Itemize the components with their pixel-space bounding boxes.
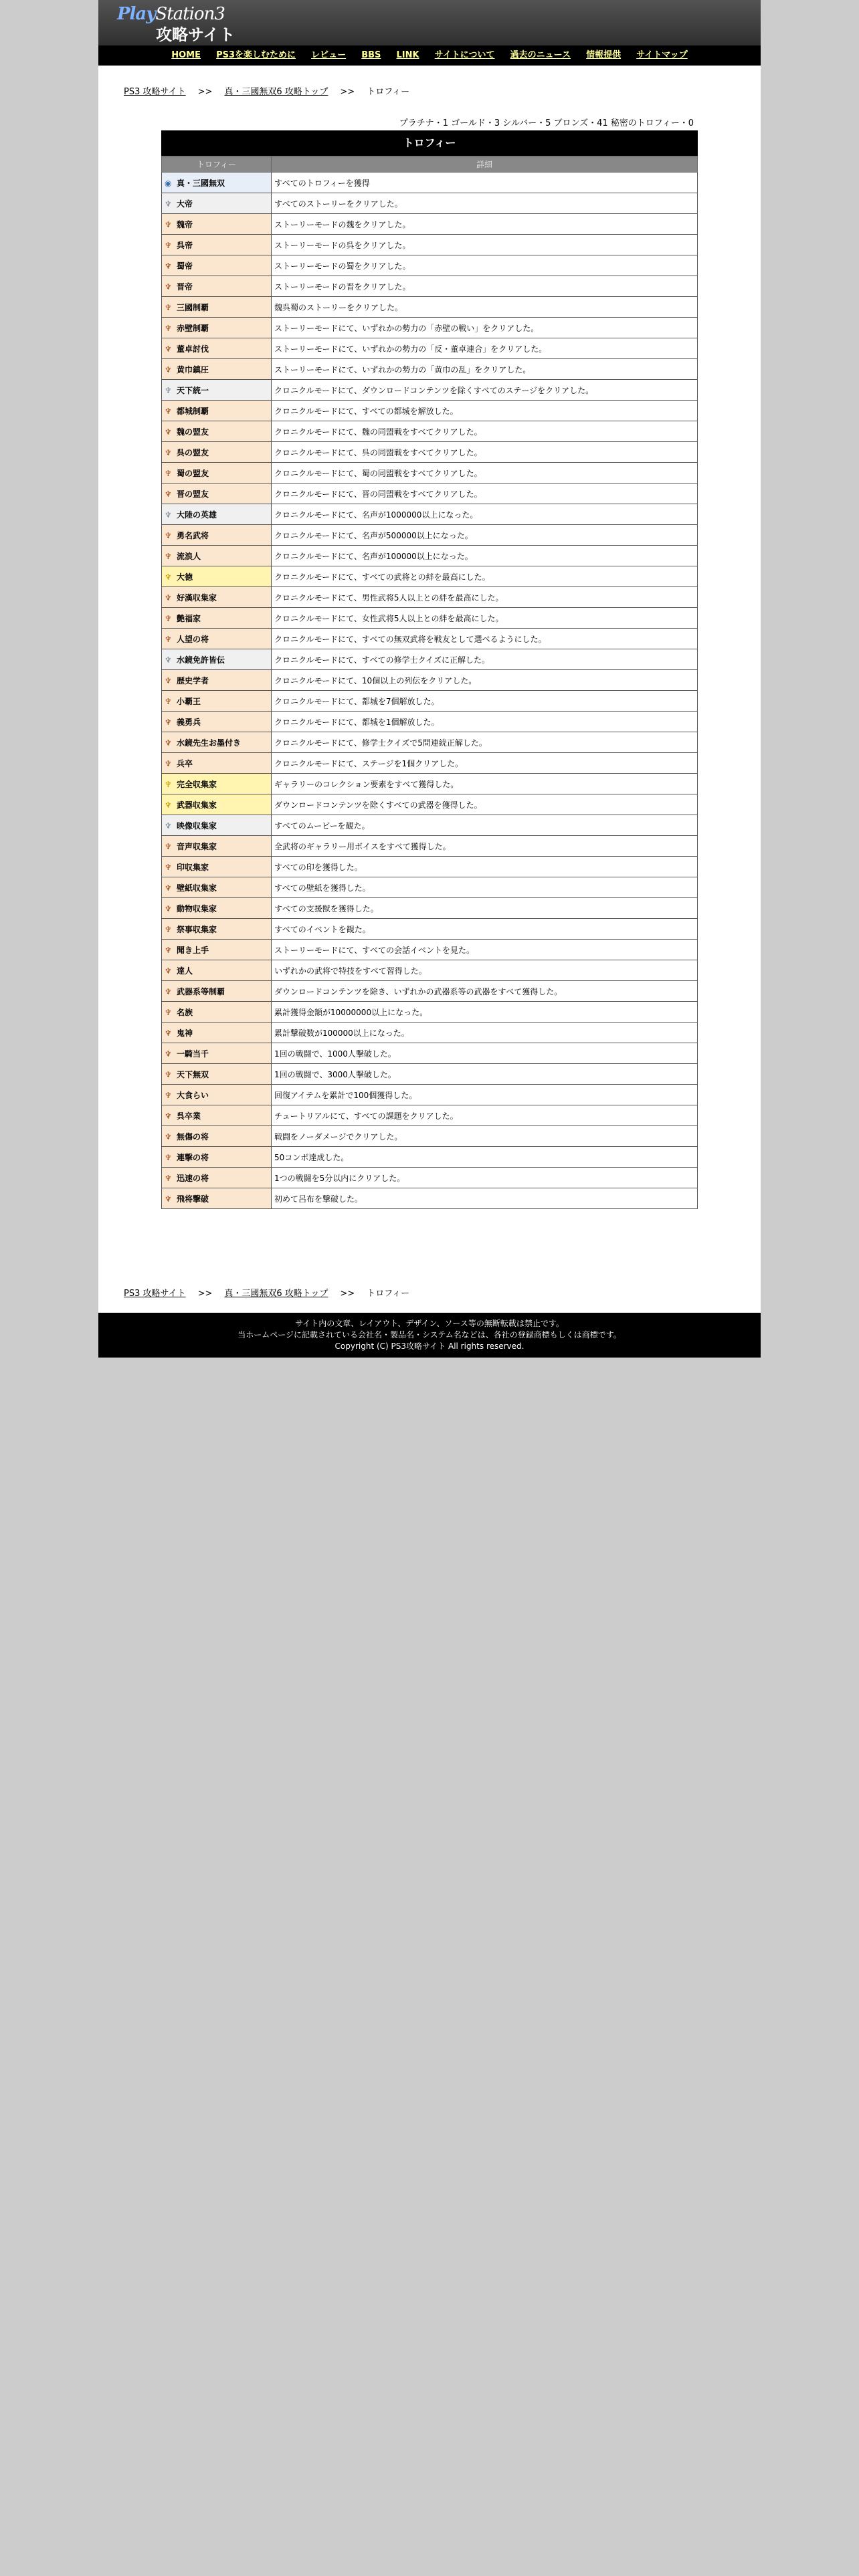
trophy-detail: クロニクルモードにて、名声が1000000以上になった。 [272, 504, 698, 525]
trophy-name-cell [162, 919, 272, 940]
nav-link[interactable]: LINK [396, 50, 419, 60]
trophy-name-cell [162, 649, 272, 670]
trophy-name: 武器系等制覇 [177, 986, 225, 996]
table-caption: トロフィー [161, 130, 698, 156]
trophy-name: 黄巾鎮圧 [177, 364, 209, 374]
trophy-name-cell [162, 193, 272, 214]
trophy-name-cell [162, 380, 272, 401]
trophy-detail: クロニクルモードにて、ステージを1個クリアした。 [272, 753, 698, 774]
trophy-detail: クロニクルモードにて、都城を1個解放した。 [272, 712, 698, 732]
trophy-name-cell [162, 338, 272, 359]
table-row [162, 359, 698, 380]
trophy-rows [162, 173, 698, 1209]
table-row [162, 670, 698, 691]
trophy-name-cell [162, 525, 272, 546]
breadcrumb-separator: >> [340, 87, 355, 97]
trophy-name-cell [162, 1043, 272, 1064]
trophy-detail: チュートリアルにて、すべての課題をクリアした。 [272, 1105, 698, 1126]
trophy-detail: ダウンロードコンテンツを除き、いずれかの武器系等の武器をすべて獲得した。 [272, 981, 698, 1002]
bronze-trophy-icon: ♆ [165, 1111, 172, 1121]
site-footer [98, 1313, 761, 1358]
trophy-name-cell [162, 504, 272, 525]
table-row [162, 235, 698, 255]
breadcrumb-current: トロフィー [367, 1289, 410, 1299]
nav-bbs[interactable]: BBS [361, 50, 381, 60]
table-row [162, 318, 698, 338]
trophy-name: 蜀帝 [177, 261, 193, 271]
breadcrumb-bottom [124, 1286, 409, 1299]
trophy-name: 水鏡免許皆伝 [177, 655, 225, 665]
trophy-detail: 1つの戦闘を5分以内にクリアした。 [272, 1168, 698, 1188]
table-row [162, 546, 698, 566]
footer-notice: サイト内の文章、レイアウト、デザイン、ソース等の無断転載は禁止です。 [295, 1319, 564, 1328]
trophy-name: 真・三國無双 [177, 178, 225, 188]
bronze-trophy-icon: ♆ [165, 593, 172, 603]
bronze-trophy-icon: ♆ [165, 1132, 172, 1142]
trophy-detail: クロニクルモードにて、すべての武将との絆を最高にした。 [272, 566, 698, 587]
table-row [162, 442, 698, 463]
trophy-detail: ストーリーモードの魏をクリアした。 [272, 214, 698, 235]
trophy-name-cell [162, 587, 272, 608]
trophy-name: 晋の盟友 [177, 489, 209, 499]
trophy-name: 呉の盟友 [177, 447, 209, 457]
trophy-name: 兵卒 [177, 758, 193, 768]
trophy-name-cell [162, 981, 272, 1002]
table-row [162, 1105, 698, 1126]
main-nav [98, 45, 761, 66]
trophy-name-cell [162, 463, 272, 484]
table-row [162, 877, 698, 898]
trophy-name: 水鏡先生お墨付き [177, 738, 242, 748]
trophy-name-cell [162, 484, 272, 504]
trophy-name-cell [162, 421, 272, 442]
bronze-trophy-icon: ♆ [165, 219, 172, 229]
bronze-trophy-icon: ♆ [165, 1007, 172, 1017]
trophy-detail: 1回の戦闘で、3000人撃破した。 [272, 1064, 698, 1085]
breadcrumb-top [124, 84, 409, 97]
table-row [162, 815, 698, 836]
trophy-detail: 全武将のギャラリー用ボイスをすべて獲得した。 [272, 836, 698, 857]
trophy-detail: クロニクルモードにて、男性武将5人以上との絆を最高にした。 [272, 587, 698, 608]
trophy-name: 魏帝 [177, 219, 193, 229]
trophy-name-cell [162, 774, 272, 794]
bronze-trophy-icon: ♆ [165, 717, 172, 727]
trophy-detail: クロニクルモードにて、女性武将5人以上との絆を最高にした。 [272, 608, 698, 629]
trophy-name: 聞き上手 [177, 945, 209, 955]
table-row [162, 484, 698, 504]
nav-sitemap[interactable]: サイトマップ [636, 50, 688, 60]
bronze-trophy-icon: ♆ [165, 1049, 172, 1059]
table-row [162, 753, 698, 774]
trophy-detail: ストーリーモードにて、すべての会話イベントを見た。 [272, 940, 698, 960]
trophy-name: 三國制覇 [177, 302, 209, 312]
trophy-detail: すべてのイベントを観た。 [272, 919, 698, 940]
trophy-name-cell [162, 1002, 272, 1023]
platinum-trophy-icon: ◉ [165, 178, 172, 188]
trophy-detail: 回復アイテムを累計で100個獲得した。 [272, 1085, 698, 1105]
trophy-name-cell [162, 1188, 272, 1209]
table-row [162, 857, 698, 877]
trophy-detail: すべての支援獣を獲得した。 [272, 898, 698, 919]
bronze-trophy-icon: ♆ [165, 1173, 172, 1183]
trophy-name-cell [162, 857, 272, 877]
site-header [98, 0, 761, 45]
table-row [162, 712, 698, 732]
page-container [98, 0, 761, 1358]
table-row [162, 255, 698, 276]
table-row [162, 836, 698, 857]
bronze-trophy-icon: ♆ [165, 1028, 172, 1038]
bronze-trophy-icon: ♆ [165, 1152, 172, 1162]
trophy-detail: クロニクルモードにて、名声が500000以上になった。 [272, 525, 698, 546]
bronze-trophy-icon: ♆ [165, 883, 172, 893]
table-row [162, 421, 698, 442]
trophy-name: 呉帝 [177, 240, 193, 250]
trophy-detail: すべてのトロフィーを獲得 [272, 173, 698, 193]
bronze-trophy-icon: ♆ [165, 986, 172, 996]
trophy-name: 音声収集家 [177, 841, 217, 851]
table-row [162, 525, 698, 546]
column-header-detail: 詳細 [272, 156, 698, 173]
bronze-trophy-icon: ♆ [165, 758, 172, 768]
trophy-name: 董卓討伐 [177, 344, 209, 354]
trophy-name: 天下統一 [177, 385, 209, 395]
trophy-name-cell [162, 960, 272, 981]
table-row [162, 297, 698, 318]
gold-trophy-icon: ♆ [165, 779, 172, 789]
trophy-detail: クロニクルモードにて、名声が100000以上になった。 [272, 546, 698, 566]
bronze-trophy-icon: ♆ [165, 282, 172, 292]
trophy-name: 勇名武将 [177, 530, 209, 540]
table-row [162, 276, 698, 297]
table-row [162, 401, 698, 421]
trophy-name: 飛将撃破 [177, 1194, 209, 1204]
trophy-detail: 魏呉蜀のストーリーをクリアした。 [272, 297, 698, 318]
trophy-name: 赤壁制覇 [177, 323, 209, 333]
bronze-trophy-icon: ♆ [165, 468, 172, 478]
trophy-name: 蜀の盟友 [177, 468, 209, 478]
trophy-detail: いずれかの武将で特技をすべて習得した。 [272, 960, 698, 981]
trophy-name: 天下無双 [177, 1069, 209, 1079]
trophy-detail: クロニクルモードにて、すべての都城を解放した。 [272, 401, 698, 421]
trophy-name-cell [162, 836, 272, 857]
breadcrumb-game-link[interactable]: 真・三國無双6 攻略トップ [224, 1289, 328, 1299]
trophy-detail: クロニクルモードにて、修学士クイズで5問連続正解した。 [272, 732, 698, 753]
bronze-trophy-icon: ♆ [165, 551, 172, 561]
trophy-detail: クロニクルモードにて、すべての無双武将を戦友として選べるようにした。 [272, 629, 698, 649]
trophy-name: 一騎当千 [177, 1049, 209, 1059]
trophy-detail: クロニクルモードにて、都城を7個解放した。 [272, 691, 698, 712]
bronze-trophy-icon: ♆ [165, 613, 172, 623]
silver-trophy-icon: ♆ [165, 510, 172, 520]
trophy-detail: ギャラリーのコレクション要素をすべて獲得した。 [272, 774, 698, 794]
trophy-detail: ストーリーモードにて、いずれかの勢力の「赤壁の戦い」をクリアした。 [272, 318, 698, 338]
trophy-name-cell [162, 794, 272, 815]
table-row [162, 587, 698, 608]
trophy-name-cell [162, 276, 272, 297]
table-row [162, 898, 698, 919]
trophy-name-cell [162, 1168, 272, 1188]
table-row [162, 960, 698, 981]
nav-info[interactable]: 情報提供 [586, 50, 622, 60]
trophy-name: 晋帝 [177, 282, 193, 292]
trophy-detail: 初めて呂布を撃破した。 [272, 1188, 698, 1209]
bronze-trophy-icon: ♆ [165, 344, 172, 354]
trophy-name: 歴史学者 [177, 675, 209, 685]
table-row [162, 1043, 698, 1064]
breadcrumb-separator: >> [340, 1289, 355, 1299]
trophy-name-cell [162, 173, 272, 193]
trophy-name-cell [162, 255, 272, 276]
trophy-name-cell [162, 1126, 272, 1147]
table-row [162, 173, 698, 193]
bronze-trophy-icon: ♆ [165, 634, 172, 644]
table-row [162, 1023, 698, 1043]
bronze-trophy-icon: ♆ [165, 302, 172, 312]
trophy-name-cell [162, 940, 272, 960]
breadcrumb-home-link[interactable]: PS3 攻略サイト [124, 87, 186, 97]
table-row [162, 774, 698, 794]
table-row [162, 463, 698, 484]
bronze-trophy-icon: ♆ [165, 1090, 172, 1100]
trophy-name: 大徳 [177, 572, 193, 582]
trophy-name: 武器収集家 [177, 800, 217, 810]
trophy-detail: 50コンボ達成した。 [272, 1147, 698, 1168]
silver-trophy-icon: ♆ [165, 385, 172, 395]
bronze-trophy-icon: ♆ [165, 924, 172, 934]
nav-enjoy-ps3[interactable]: PS3を楽しむために [216, 50, 296, 60]
trophy-name-cell [162, 732, 272, 753]
trophy-name-cell [162, 670, 272, 691]
trophy-detail: ストーリーモードの蜀をクリアした。 [272, 255, 698, 276]
trophy-name-cell [162, 712, 272, 732]
trophy-detail: すべてのムービーを観た。 [272, 815, 698, 836]
trophy-name-cell [162, 546, 272, 566]
trophy-name: 連撃の将 [177, 1152, 209, 1162]
table-row [162, 338, 698, 359]
breadcrumb-separator: >> [197, 87, 213, 97]
trophy-detail: クロニクルモードにて、すべての修学士クイズに正解した。 [272, 649, 698, 670]
trophy-name: 都城制覇 [177, 406, 209, 416]
table-row [162, 504, 698, 525]
trophy-name-cell [162, 608, 272, 629]
trophy-detail: ストーリーモードの呉をクリアした。 [272, 235, 698, 255]
trophy-detail: 累計撃破数が100000以上になった。 [272, 1023, 698, 1043]
breadcrumb-home-link[interactable]: PS3 攻略サイト [124, 1289, 186, 1299]
bronze-trophy-icon: ♆ [165, 945, 172, 955]
bronze-trophy-icon: ♆ [165, 1194, 172, 1204]
trophy-name-cell [162, 898, 272, 919]
trophy-name-cell [162, 1147, 272, 1168]
gold-trophy-icon: ♆ [165, 572, 172, 582]
bronze-trophy-icon: ♆ [165, 903, 172, 914]
bronze-trophy-icon: ♆ [165, 966, 172, 976]
table-row [162, 794, 698, 815]
table-row [162, 193, 698, 214]
trophy-name: 大帝 [177, 199, 193, 209]
breadcrumb-current: トロフィー [367, 87, 410, 97]
trophy-detail: ストーリーモードにて、いずれかの勢力の「黄巾の乱」をクリアした。 [272, 359, 698, 380]
trophy-detail: ダウンロードコンテンツを除くすべての武器を獲得した。 [272, 794, 698, 815]
trophy-detail: クロニクルモードにて、魏の同盟戦をすべてクリアした。 [272, 421, 698, 442]
bronze-trophy-icon: ♆ [165, 323, 172, 333]
trophy-name-cell [162, 877, 272, 898]
trophy-name-cell [162, 566, 272, 587]
trophy-name: 祭事収集家 [177, 924, 217, 934]
logo-text-line1: PlayStation3 [117, 4, 225, 24]
silver-trophy-icon: ♆ [165, 821, 172, 831]
trophy-summary: プラチナ・1 ゴールド・3 シルバー・5 ブロンズ・41 秘密のトロフィー・0 [399, 118, 694, 128]
table-row [162, 649, 698, 670]
trophy-name-cell [162, 815, 272, 836]
trophy-name: 映像収集家 [177, 821, 217, 831]
table-row [162, 214, 698, 235]
column-header-trophy: トロフィー [162, 156, 272, 173]
table-row [162, 1085, 698, 1105]
bronze-trophy-icon: ♆ [165, 841, 172, 851]
nav-about[interactable]: サイトについて [434, 50, 495, 60]
bronze-trophy-icon: ♆ [165, 364, 172, 374]
bronze-trophy-icon: ♆ [165, 406, 172, 416]
table-row [162, 940, 698, 960]
trophy-detail: すべての印を獲得した。 [272, 857, 698, 877]
footer-copyright: Copyright (C) PS3攻略サイト All rights reserved. [335, 1341, 524, 1351]
trophy-detail: 累計獲得金額が10000000以上になった。 [272, 1002, 698, 1023]
table-row [162, 608, 698, 629]
bronze-trophy-icon: ♆ [165, 489, 172, 499]
trophy-name: 流浪人 [177, 551, 201, 561]
trophy-name: 義勇兵 [177, 717, 201, 727]
nav-past-news[interactable]: 過去のニュース [510, 50, 571, 60]
trophy-name-cell [162, 401, 272, 421]
table-row [162, 919, 698, 940]
trophy-name: 鬼神 [177, 1028, 193, 1038]
trophy-name: 好漢収集家 [177, 593, 217, 603]
table-row [162, 732, 698, 753]
table-row [162, 1064, 698, 1085]
trophy-detail: クロニクルモードにて、ダウンロードコンテンツを除くすべてのステージをクリアした。 [272, 380, 698, 401]
trophy-detail: 戦闘をノーダメージでクリアした。 [272, 1126, 698, 1147]
trophy-name: 印収集家 [177, 862, 209, 872]
bronze-trophy-icon: ♆ [165, 447, 172, 457]
bronze-trophy-icon: ♆ [165, 675, 172, 685]
trophy-name-cell [162, 235, 272, 255]
trophy-name-cell [162, 753, 272, 774]
trophy-detail: クロニクルモードにて、10個以上の列伝をクリアした。 [272, 670, 698, 691]
table-row [162, 1126, 698, 1147]
logo-text-line2: 攻略サイト [156, 25, 235, 44]
bronze-trophy-icon: ♆ [165, 240, 172, 250]
table-row [162, 1188, 698, 1209]
bronze-trophy-icon: ♆ [165, 1069, 172, 1079]
table-row [162, 1168, 698, 1188]
table-row [162, 981, 698, 1002]
trophy-table [161, 130, 698, 1209]
bronze-trophy-icon: ♆ [165, 862, 172, 872]
trophy-detail: クロニクルモードにて、蜀の同盟戦をすべてクリアした。 [272, 463, 698, 484]
trophy-name: 無傷の将 [177, 1132, 209, 1142]
trophy-name: 魏の盟友 [177, 427, 209, 437]
bronze-trophy-icon: ♆ [165, 261, 172, 271]
trophy-name: 壁紙収集家 [177, 883, 217, 893]
table-row [162, 1002, 698, 1023]
table-row [162, 380, 698, 401]
trophy-name-cell [162, 691, 272, 712]
trophy-detail: ストーリーモードにて、いずれかの勢力の「反・董卓連合」をクリアした。 [272, 338, 698, 359]
trophy-name-cell [162, 1105, 272, 1126]
trophy-detail: 1回の戦闘で、1000人撃破した。 [272, 1043, 698, 1064]
trophy-detail: ストーリーモードの晋をクリアした。 [272, 276, 698, 297]
trophy-name: 小覇王 [177, 696, 201, 706]
trophy-name-cell [162, 1085, 272, 1105]
trophy-name: 人望の将 [177, 634, 209, 644]
bronze-trophy-icon: ♆ [165, 530, 172, 540]
trophy-name-cell [162, 318, 272, 338]
trophy-name: 大食らい [177, 1090, 209, 1100]
trophy-name-cell [162, 629, 272, 649]
trophy-name: 完全収集家 [177, 779, 217, 789]
table-row [162, 691, 698, 712]
site-logo[interactable] [117, 3, 235, 44]
trophy-name: 名族 [177, 1007, 193, 1017]
table-row [162, 629, 698, 649]
trophy-detail: クロニクルモードにて、晋の同盟戦をすべてクリアした。 [272, 484, 698, 504]
trophy-name-cell [162, 359, 272, 380]
trophy-detail: すべてのストーリーをクリアした。 [272, 193, 698, 214]
trophy-detail: すべての壁紙を獲得した。 [272, 877, 698, 898]
trophy-name-cell [162, 214, 272, 235]
trophy-name: 動物収集家 [177, 903, 217, 914]
nav-review[interactable]: レビュー [311, 50, 347, 60]
silver-trophy-icon: ♆ [165, 199, 172, 209]
trophy-name-cell [162, 297, 272, 318]
table-row [162, 566, 698, 587]
table-row [162, 1147, 698, 1168]
trophy-name-cell [162, 1023, 272, 1043]
footer-trademark: 当ホームページに記載されている会社名・製品名・システム名などは、各社の登録商標もしくは商標です。 [237, 1330, 622, 1339]
trophy-detail: クロニクルモードにて、呉の同盟戦をすべてクリアした。 [272, 442, 698, 463]
bronze-trophy-icon: ♆ [165, 696, 172, 706]
trophy-name-cell [162, 442, 272, 463]
trophy-name-cell [162, 1064, 272, 1085]
trophy-name: 大陸の英雄 [177, 510, 217, 520]
breadcrumb-separator: >> [197, 1289, 213, 1299]
silver-trophy-icon: ♆ [165, 655, 172, 665]
bronze-trophy-icon: ♆ [165, 738, 172, 748]
trophy-name: 呉卒業 [177, 1111, 201, 1121]
trophy-name: 迅速の将 [177, 1173, 209, 1183]
gold-trophy-icon: ♆ [165, 800, 172, 810]
trophy-name: 達人 [177, 966, 193, 976]
trophy-name: 艶福家 [177, 613, 201, 623]
breadcrumb-game-link[interactable]: 真・三國無双6 攻略トップ [224, 87, 328, 97]
bronze-trophy-icon: ♆ [165, 427, 172, 437]
nav-home[interactable]: HOME [171, 50, 201, 60]
